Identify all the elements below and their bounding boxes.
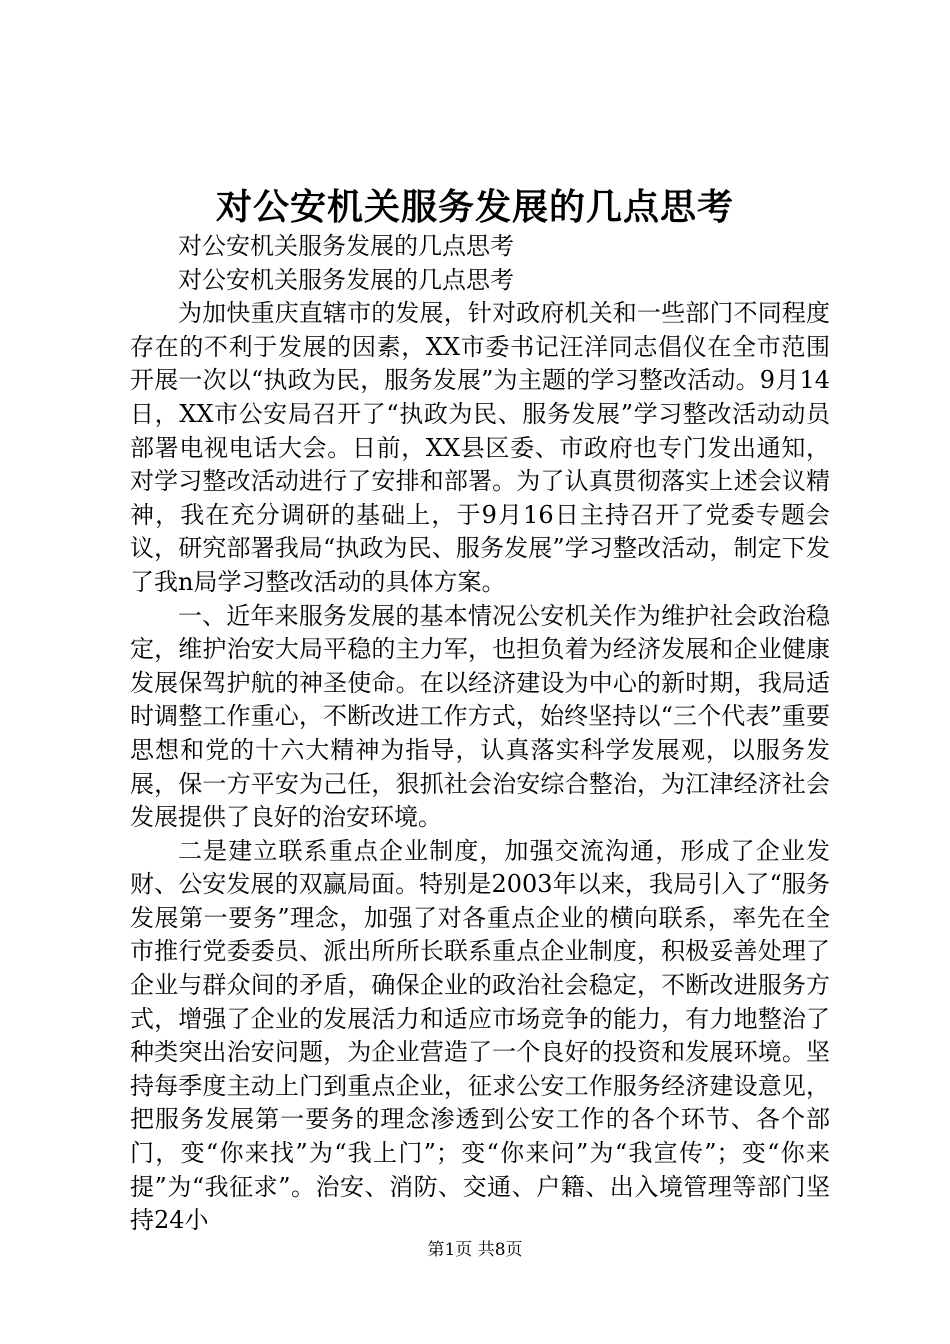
paragraph: 对公安机关服务发展的几点思考 (178, 265, 514, 294)
paragraph: 为加快重庆直辖市的发展，针对政府机关和一些部门不同程度存在的不利于发展的因素，XX市委书记汪洋同志倡仪在全市范围开展一次以“执政为民，服务发展”为主题的学习整改活动。9月14日，XX市公安局召开了“执政为民、服务发展”学习整改活动动员部署电视电话大会。日前，XX县区委、市政府也专门发出通知，对学习整改活动进行了安排和部署。为了认真贯彻落实上述会议精神，我在充分调研的基础上，于9月16日主持召开了党委专题会议，研究部署我局“执政为民、服务发展”学习整改活动，制定下发了我n局学习整改活动的具体方案。 (130, 299, 830, 596)
paragraph: 对公安机关服务发展的几点思考 (178, 232, 514, 260)
document-title: 对公安机关服务发展的几点思考 (215, 186, 734, 228)
paragraph: 一、近年来服务发展的基本情况公安机关作为维护社会政治稳定，维护治安大局平稳的主力军，也担负着为经济发展和企业健康发展保驾护航的神圣使命。在以经济建设为中心的新时期，我局适时调整工作重心，不断改进工作方式，始终坚持以“三个代表”重要思想和党的十六大精神为指导，认真落实科学发展观，以服务发展，保一方平安为己任，狠抓社会治安综合整治，为江津经济社会发展提供了良好的治安环境。 (130, 601, 830, 832)
page-number-footer: 第1页 共8页 (427, 1240, 523, 1260)
paragraph: 二是建立联系重点企业制度，加强交流沟通，形成了企业发财、公安发展的双赢局面。特别是2003年以来，我局引入了“服务发展第一要务”理念，加强了对各重点企业的横向联系，率先在全市推行党委委员、派出所所长联系重点企业制度，积极妥善处理了企业与群众间的矛盾，确保企业的政治社会稳定，不断改进服务方式，增强了企业的发展活力和适应市场竞争的能力，有力地整治了种类突出治安问题，为企业营造了一个良好的投资和发展环境。坚持每季度主动上门到重点企业，征求公安工作服务经济建设意见，把服务发展第一要务的理念渗透到公安工作的各个环节、各个部门，变“你来找”为“我上门”；变“你来问”为“我宣传”；变“你来提”为“我征求”。治安、消防、交通、户籍、出入境管理等部门坚持24小 (130, 836, 830, 1235)
document-body (130, 230, 830, 1238)
